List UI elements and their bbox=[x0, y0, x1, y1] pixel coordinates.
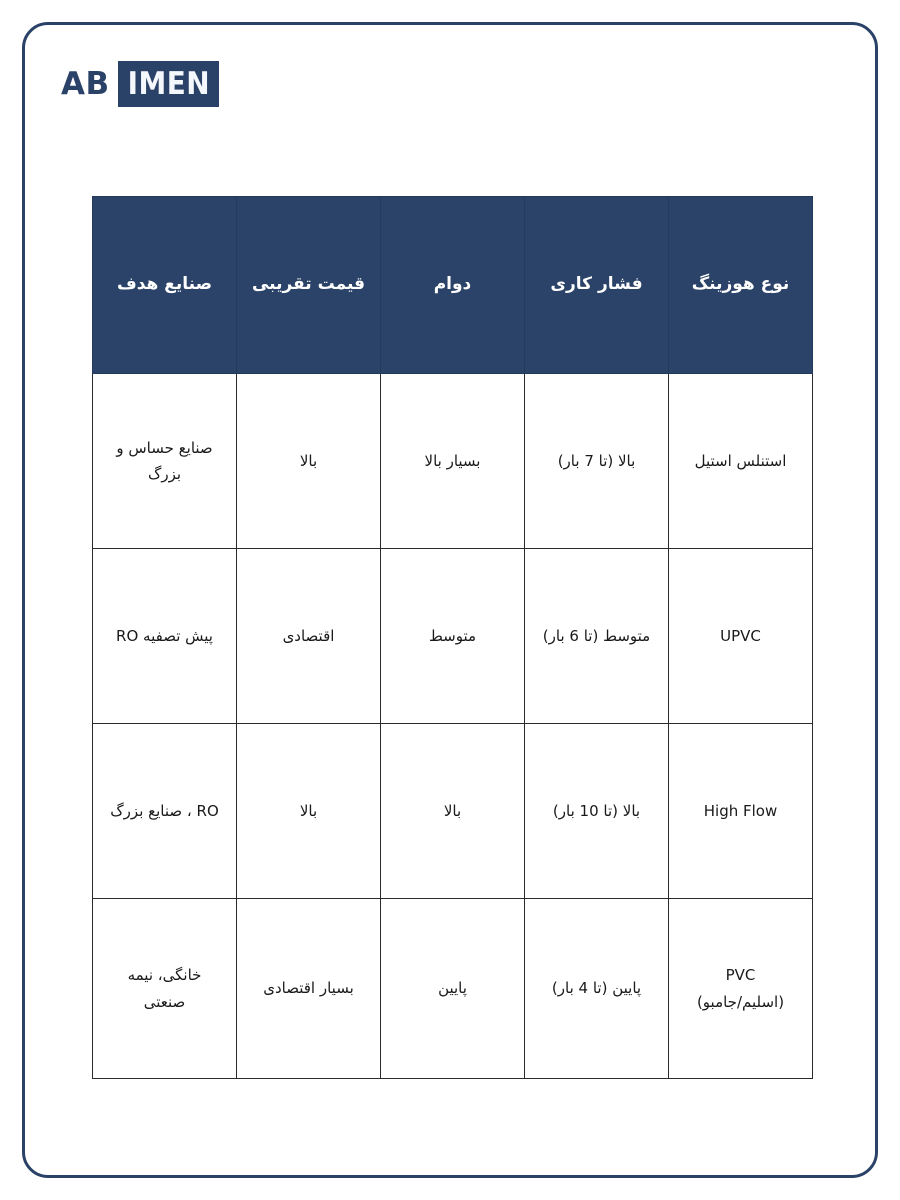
cell-text: استنلس استیل bbox=[694, 451, 787, 470]
cell-durability: متوسط bbox=[381, 549, 525, 724]
cell-housing-type bbox=[669, 549, 813, 724]
table-header bbox=[93, 197, 813, 374]
column-header-approx-price: قیمت تقریبی bbox=[237, 197, 381, 374]
table-row bbox=[93, 724, 813, 899]
cell-approx-price: بالا bbox=[237, 374, 381, 549]
cell-durability: بالا bbox=[381, 724, 525, 899]
brand-logo bbox=[61, 61, 219, 107]
cell-text: خانگی، نیمه bbox=[127, 966, 202, 985]
column-header-durability: دوام bbox=[381, 197, 525, 374]
cell-housing-type bbox=[669, 724, 813, 899]
table-body bbox=[93, 374, 813, 1079]
cell-working-pressure: بالا (تا 7 بار) bbox=[525, 374, 669, 549]
cell-text-line2: بزرگ bbox=[147, 465, 182, 483]
cell-housing-type bbox=[669, 374, 813, 549]
cell-target-industries bbox=[93, 549, 237, 724]
cell-durability: بسیار بالا bbox=[381, 374, 525, 549]
column-header-working-pressure: فشار کاری bbox=[525, 197, 669, 374]
column-header-target-industries: صنایع هدف bbox=[93, 197, 237, 374]
cell-approx-price: بسیار اقتصادی bbox=[237, 899, 381, 1079]
housing-comparison-table bbox=[92, 196, 813, 1079]
cell-text-line2: صنعتی bbox=[143, 992, 186, 1011]
cell-text: صنایع حساس و bbox=[116, 438, 213, 457]
cell-target-industries bbox=[93, 724, 237, 899]
cell-target-industries bbox=[93, 899, 237, 1079]
cell-text: High Flow bbox=[703, 801, 778, 820]
cell-working-pressure: پایین (تا 4 بار) bbox=[525, 899, 669, 1079]
cell-text: PVC bbox=[725, 966, 756, 985]
cell-text-line2: (اسلیم/جامبو) bbox=[696, 992, 785, 1011]
cell-working-pressure: بالا (تا 10 بار) bbox=[525, 724, 669, 899]
column-header-housing-type: نوع هوزینگ bbox=[669, 197, 813, 374]
cell-text: UPVC bbox=[720, 626, 761, 645]
page-border-frame bbox=[22, 22, 878, 1178]
cell-durability: پایین bbox=[381, 899, 525, 1079]
cell-text: RO ، صنایع بزرگ bbox=[110, 801, 219, 820]
cell-approx-price: اقتصادی bbox=[237, 549, 381, 724]
cell-housing-type bbox=[669, 899, 813, 1079]
comparison-table-container bbox=[93, 196, 813, 1079]
table-row bbox=[93, 549, 813, 724]
logo-word-ab: AB bbox=[61, 66, 110, 102]
cell-working-pressure: متوسط (تا 6 بار) bbox=[525, 549, 669, 724]
cell-target-industries bbox=[93, 374, 237, 549]
table-row bbox=[93, 374, 813, 549]
logo-mark-imen: IMEN bbox=[118, 61, 220, 107]
table-row bbox=[93, 899, 813, 1079]
table-header-row bbox=[93, 197, 813, 374]
cell-text: پیش تصفیه RO bbox=[116, 626, 213, 645]
cell-approx-price: بالا bbox=[237, 724, 381, 899]
